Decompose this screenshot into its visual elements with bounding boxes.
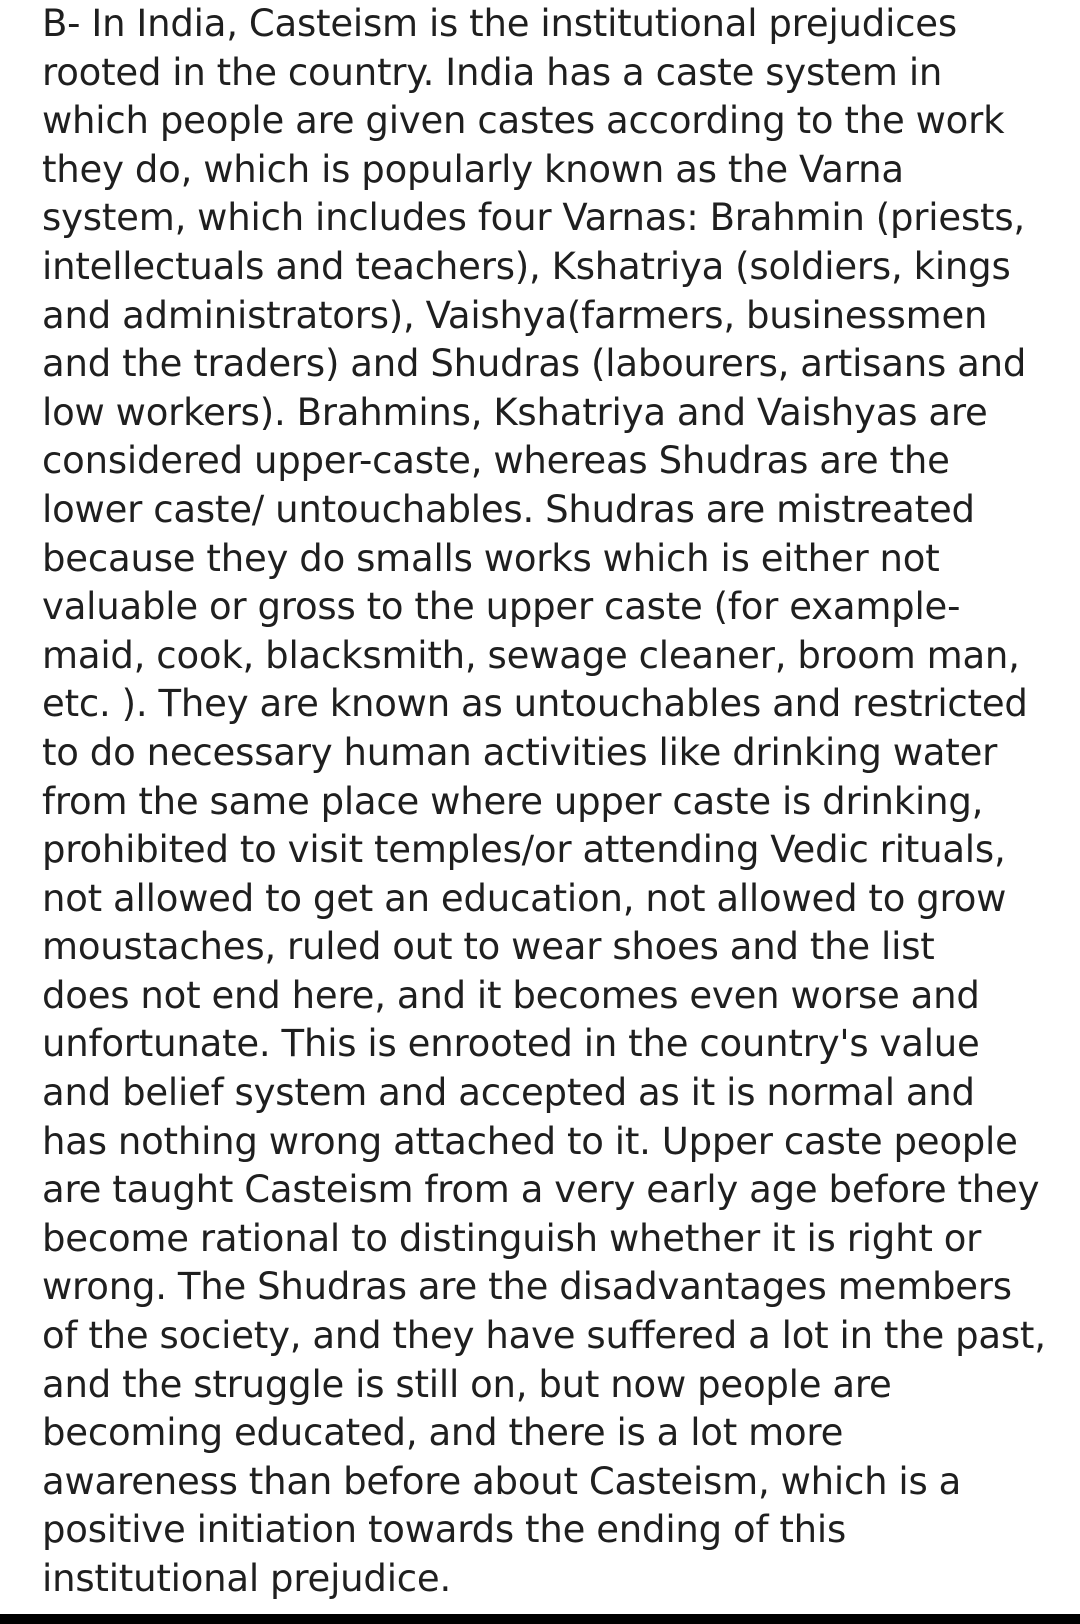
text-line: etc. ). They are known as untouchables and restricted	[42, 682, 1028, 726]
text-line: wrong. The Shudras are the disadvantages members	[42, 1265, 1012, 1309]
text-line: rooted in the country. India has a caste system in	[42, 50, 943, 94]
text-line: becoming educated, and there is a lot more	[42, 1411, 844, 1455]
answer-paragraph	[42, 0, 1072, 1604]
text-line: because they do smalls works which is either not	[42, 536, 940, 580]
bottom-border	[0, 1614, 1080, 1624]
text-line: positive initiation towards the ending of this	[42, 1508, 847, 1552]
text-line: valuable or gross to the upper caste (for example-	[42, 585, 961, 629]
text-line: intellectuals and teachers), Kshatriya (soldiers, kings	[42, 244, 1011, 288]
text-line: become rational to distinguish whether it is right or	[42, 1216, 982, 1260]
text-line: to do necessary human activities like drinking water	[42, 730, 998, 774]
text-line: considered upper-caste, whereas Shudras are the	[42, 439, 950, 483]
text-line: not allowed to get an education, not allowed to grow	[42, 876, 1007, 920]
text-line: moustaches, ruled out to wear shoes and the list	[42, 925, 935, 969]
text-line: and administrators), Vaishya(farmers, businessmen	[42, 293, 988, 337]
text-line: which people are given castes according to the work	[42, 99, 1005, 143]
text-line: they do, which is popularly known as the Varna	[42, 147, 904, 191]
text-line: does not end here, and it becomes even worse and	[42, 973, 980, 1017]
text-line: awareness than before about Casteism, which is a	[42, 1459, 962, 1503]
text-line: has nothing wrong attached to it. Upper caste people	[42, 1119, 1018, 1163]
text-line: and belief system and accepted as it is normal and	[42, 1071, 975, 1115]
text-line: maid, cook, blacksmith, sewage cleaner, broom man,	[42, 633, 1020, 677]
text-line: prohibited to visit temples/or attending Vedic rituals,	[42, 828, 1006, 872]
text-line: institutional prejudice.	[42, 1557, 452, 1600]
text-line: from the same place where upper caste is drinking,	[42, 779, 984, 823]
text-line: lower caste/ untouchables. Shudras are mistreated	[42, 487, 975, 531]
text-line: of the society, and they have suffered a lot in the past,	[42, 1314, 1046, 1358]
text-line: system, which includes four Varnas: Brahmin (priests,	[42, 196, 1025, 240]
text-line: low workers). Brahmins, Kshatriya and Vaishyas are	[42, 390, 988, 434]
text-line: and the traders) and Shudras (labourers, artisans and	[42, 342, 1027, 386]
text-line: are taught Casteism from a very early age before they	[42, 1168, 1040, 1212]
text-line: and the struggle is still on, but now people are	[42, 1362, 892, 1406]
text-line: unfortunate. This is enrooted in the country's value	[42, 1022, 980, 1066]
text-line: B- In India, Casteism is the institutional prejudices	[42, 2, 957, 45]
